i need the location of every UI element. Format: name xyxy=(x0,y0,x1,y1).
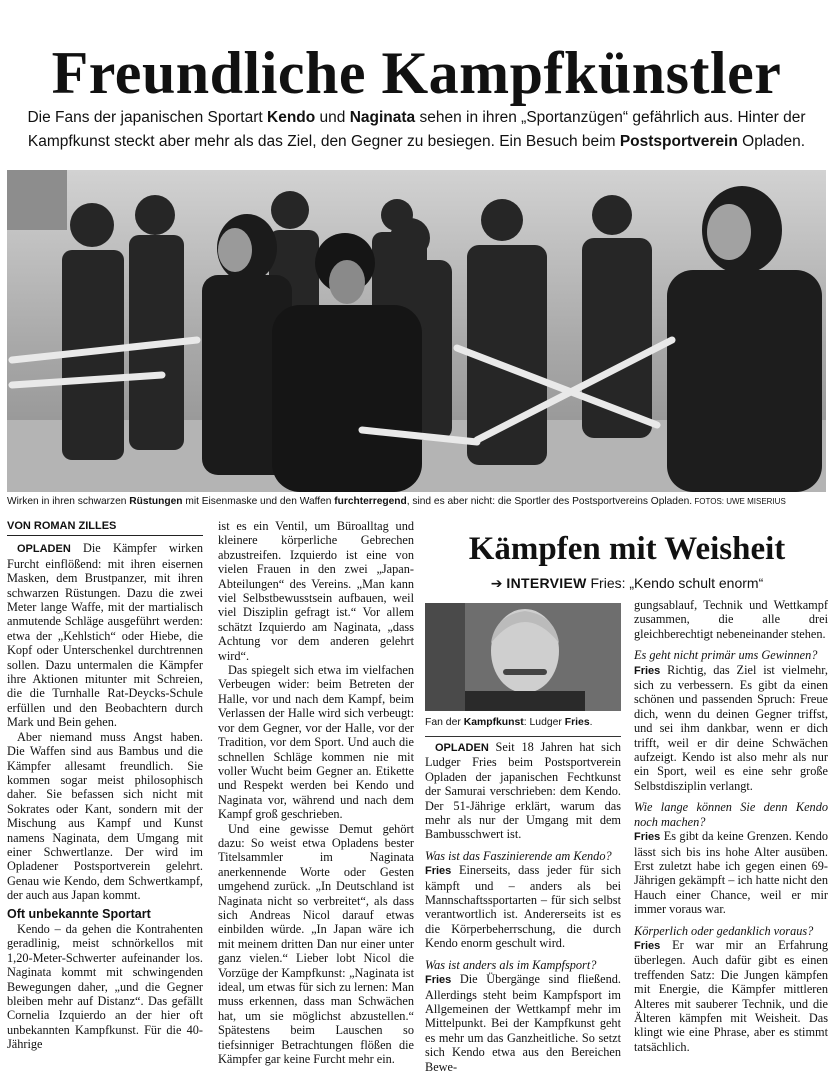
paragraph-text: Was ist das Faszinierende am Kendo? xyxy=(425,848,612,863)
text-run: furchterregend xyxy=(334,496,407,507)
portrait-caption xyxy=(425,716,625,730)
paragraph-text: Kendo – da gehen die Kontrahenten geradlinig, meist schnörkellos mit 1,20-Meter-Schwerter aufeinander los. Naginata kommt mit schwingenden Bewegungen daher, „und die Gegner bleiben mehr auf Distanz“. Das gefällt Cornelia Izquierdo an der hier oft unbekannten Kampfkunst. Für die 40-Jährige xyxy=(7,921,203,1052)
paragraph-text: Es geht nicht primär ums Gewinnen? xyxy=(634,648,818,663)
interview-question xyxy=(634,924,828,938)
paragraph-tag: OPLADEN xyxy=(435,742,489,754)
paragraph-text: Seit 18 Jahren hat sich Ludger Fries beim Postsportverein Opladen der japanischen Fechtkunst der Samurai verschrieben: dem Kendo. Der 51-Jährige erklärt, warum das mehr als nur der Umgang mit dem Bambusschwert ist. xyxy=(425,740,621,842)
text-run: Die Fans der japanischen Sportart xyxy=(27,109,268,126)
paragraph-text: Was ist anders als im Kampfsport? xyxy=(425,957,597,972)
text-run: Postsportverein xyxy=(619,133,738,150)
interview-question xyxy=(634,800,828,829)
paragraph-text: Und eine gewisse Demut gehört dazu: So weist etwa Opladens bester Titelsammler im Naginata anerkennende Worte oder Gesten umgehend zurück. „In Deutschland ist Naginata nicht so verbreitet“, als dass sich Andreas Nicol darauf etwas einbilden würde. „In Japan wäre ich mit meinem dritten Dan nur einer unter ganz vielen.“ Lieber lobt Nicol die Vorzüge der Kampfkunst: „Naginata ist ideal, um etwas für sich zu lernen: Man muss erkennen, dass man Schwächen hat, um sie möglichst abzustellen.“ Spätestens beim Lauschen so tiefsinniger Betrachtungen flößen die Kämpfer gar keine Furcht mehr ein. xyxy=(218,821,414,1067)
paragraph-text: gungsablauf, Technik und Wettkampf zusammen, die alle drei gleichberechtigt nebeneinander stehen. xyxy=(634,598,828,641)
interview-answer xyxy=(425,972,621,1074)
photo-caption xyxy=(7,495,829,509)
article-column-2 xyxy=(218,519,414,1066)
interview-column-1 xyxy=(425,740,621,1074)
interview-question xyxy=(425,958,621,972)
paragraph-tag: Fries xyxy=(425,974,452,987)
paragraph xyxy=(218,519,414,663)
interview-answer xyxy=(634,938,828,1054)
text-run: Kendo xyxy=(267,109,316,126)
paragraph-tag: OPLADEN xyxy=(17,543,71,556)
text-run: : Ludger xyxy=(523,717,565,728)
paragraph-tag: Fries xyxy=(425,865,452,878)
paragraph xyxy=(425,740,621,842)
text-run: Opladen. xyxy=(737,133,806,150)
paragraph xyxy=(218,822,414,1067)
text-run: . xyxy=(589,717,593,728)
interview-headline: Kämpfen mit Weisheit xyxy=(468,531,786,567)
interview-answer xyxy=(634,829,828,916)
arrow-icon: ➔ xyxy=(490,575,507,591)
article-headline: Freundliche Kampfkünstler xyxy=(51,40,782,106)
paragraph xyxy=(7,541,203,729)
text-run: mit Eisenmaske und den Waffen xyxy=(182,496,335,507)
text-run: sehen in ihren „Sportanzügen“ gefährlich aus. Hinter der Kampfkunst steckt aber mehr als das Ziel, den Gegner zu besiegen. Ein Besuch beim xyxy=(27,109,806,150)
paragraph xyxy=(634,598,828,641)
paragraph-text: Aber niemand muss Angst haben. Die Waffen sind aus Bambus und die Kämpfer allesamt freundlich. Sie kommen sogar meist philosophisch daher. Sie befassen sich nicht mit Sokrates oder Kant, sondern mit der Mischung aus Kampf und Kunst namens Naginata, dem Umgang mit einer Schwertlanze. Der wird im Opladener Postsportverein gelehrt. Genau wie Kendo, dem Schwertkampf, der auch aus Japan kommt. xyxy=(7,729,203,903)
ludger-fries-portrait xyxy=(425,603,621,711)
paragraph-tag: Fries xyxy=(634,664,661,677)
portrait-divider xyxy=(425,736,621,737)
paragraph-text: Oft unbekannte Sportart xyxy=(7,906,151,921)
subheading xyxy=(7,907,203,921)
text-run: Fan der xyxy=(425,717,464,728)
paragraph-text: Körperlich oder gedanklich voraus? xyxy=(634,923,814,938)
photo-credit: FOTOS: UWE MISERIUS xyxy=(692,497,786,506)
text-run: Kampfkunst xyxy=(463,717,524,728)
text-run: Naginata xyxy=(349,109,416,126)
paragraph-text: Das spiegelt sich etwa im vielfachen Verbeugen wider: beim Betreten der Halle, vor und nach dem Kampf, beim Verlassen der Halle wird sich verbeugt: vor dem Gegner, vor der Halle, vor der Tradition, vor dem Sport. Und auch die schnellen Schläge kommen nie mit voller Wucht beim Gegner an. Etikette und Respekt werden bei Kendo und Naginata vor, während und nach dem Kampf groß geschrieben. xyxy=(218,663,414,822)
paragraph-text: Die Übergänge sind fließend. Allerdings steht beim Kampfsport im Allgemeinen der Wettkampf mehr im Mittelpunkt. Bei der Kampfkunst geht es mehr um das Ganzheitliche. So setzt sich Kendo etwa aus den Bereichen Bewe- xyxy=(425,972,621,1074)
paragraph-text: Die Kämpfer wirken Furcht einflößend: mit ihren eisernen Masken, dem Brustpanzer, mit ihren schwarzen Rüstungen. Dazu die zwei Meter lange Waffe, mit der martialisch anmutende Schläge ausgeführt werden: etwa der „Kehlstich“ oder Hiebe, die Kopf oder Unterschenkel durchtrennen sollen. Dazu untermalen die Kämpfer ihre Aktionen mitunter mit Schreien, die die Turnhalle Rat-Deycks-Schule erfüllen und den Beobachtern durch Mark und Bein gehen. xyxy=(7,541,203,730)
interview-kicker: INTERVIEW xyxy=(506,575,587,591)
interview-question xyxy=(425,849,621,863)
text-run: , sind es aber nicht: die Sportler des Postsportvereins Opladen. xyxy=(406,496,693,507)
paragraph-text: Wie lange können Sie denn Kendo noch machen? xyxy=(634,800,828,829)
paragraph-text: ist es ein Ventil, um Büroalltag und kleinere körperliche Gebrechen abzustreifen. Izquierdo ist eine von vielen Frauen in den zwei „Japan-Abteilungen“ des Vereins. „Man kann viel Selbstbewusstsein aufbauen, weil viel Disziplin gefragt ist.“ Vor allem schätzt Izquierdo am Naginata, „dass Achtung vor dem anderen gelehrt wird“. xyxy=(218,519,414,663)
article-column-1 xyxy=(7,519,203,1052)
paragraph-text: Richtig, das Ziel ist vielmehr, sich zu verbessern. Es gibt da einen schönen und passenden Spruch: Freue dich, wenn du deinen Gegner triffst, und sei ihm dankbar, wenn er dich trifft, weil er dir deine Schwächen aufzeigt. Kendo ist also mehr als nur ein Sport, weil es eine sehr große Selbstdisziplin verlangt. xyxy=(634,662,828,793)
paragraph xyxy=(218,663,414,821)
interview-answer xyxy=(634,663,828,794)
paragraph xyxy=(7,922,203,1052)
paragraph-tag: Fries xyxy=(634,939,661,952)
interview-answer xyxy=(425,863,621,950)
text-run: Fries xyxy=(564,717,590,728)
text-run: und xyxy=(315,109,350,126)
paragraph-text: Er war mir an Erfahrung überlegen. Auch dafür gibt es einen treffenden Satz: Die Jungen kämpfen mit Energie, die Kämpfer mittleren Alteres mit sauberer Technik, und die Älteren kämpfen mit Weisheit. Das klingt wie eine Phrase, aber es stimmt tatsächlich. xyxy=(634,937,828,1054)
interview-subline-text: Fries: „Kendo schult enorm“ xyxy=(586,575,764,591)
paragraph-text: Einerseits, dass jeder für sich kämpft und – anders als bei Mannschaftssportarten – für sich selbst verantwortlich ist. Andererseits ist es die Körperbeherrschung, die durch Kendo enorm geschult wird. xyxy=(425,863,621,951)
text-run: Wirken in ihren schwarzen xyxy=(7,496,130,507)
article-lead xyxy=(24,106,809,154)
kendo-training-photo xyxy=(7,170,826,492)
interview-subline xyxy=(425,573,829,593)
paragraph-text: Es gibt da keine Grenzen. Kendo lässt sich bis ins hohe Alter ausüben. Erst zuletzt habe ich gegen einen 69-Jährigen gekämpft – ich hatte nicht den Hauch einer Chance, weil er mir immer voraus war. xyxy=(634,829,828,917)
byline: VON ROMAN ZILLES xyxy=(7,519,203,536)
paragraph xyxy=(7,730,203,903)
text-run: Rüstungen xyxy=(129,496,183,507)
paragraph-tag: Fries xyxy=(634,831,661,844)
interview-question xyxy=(634,648,828,662)
interview-column-2 xyxy=(634,598,828,1054)
